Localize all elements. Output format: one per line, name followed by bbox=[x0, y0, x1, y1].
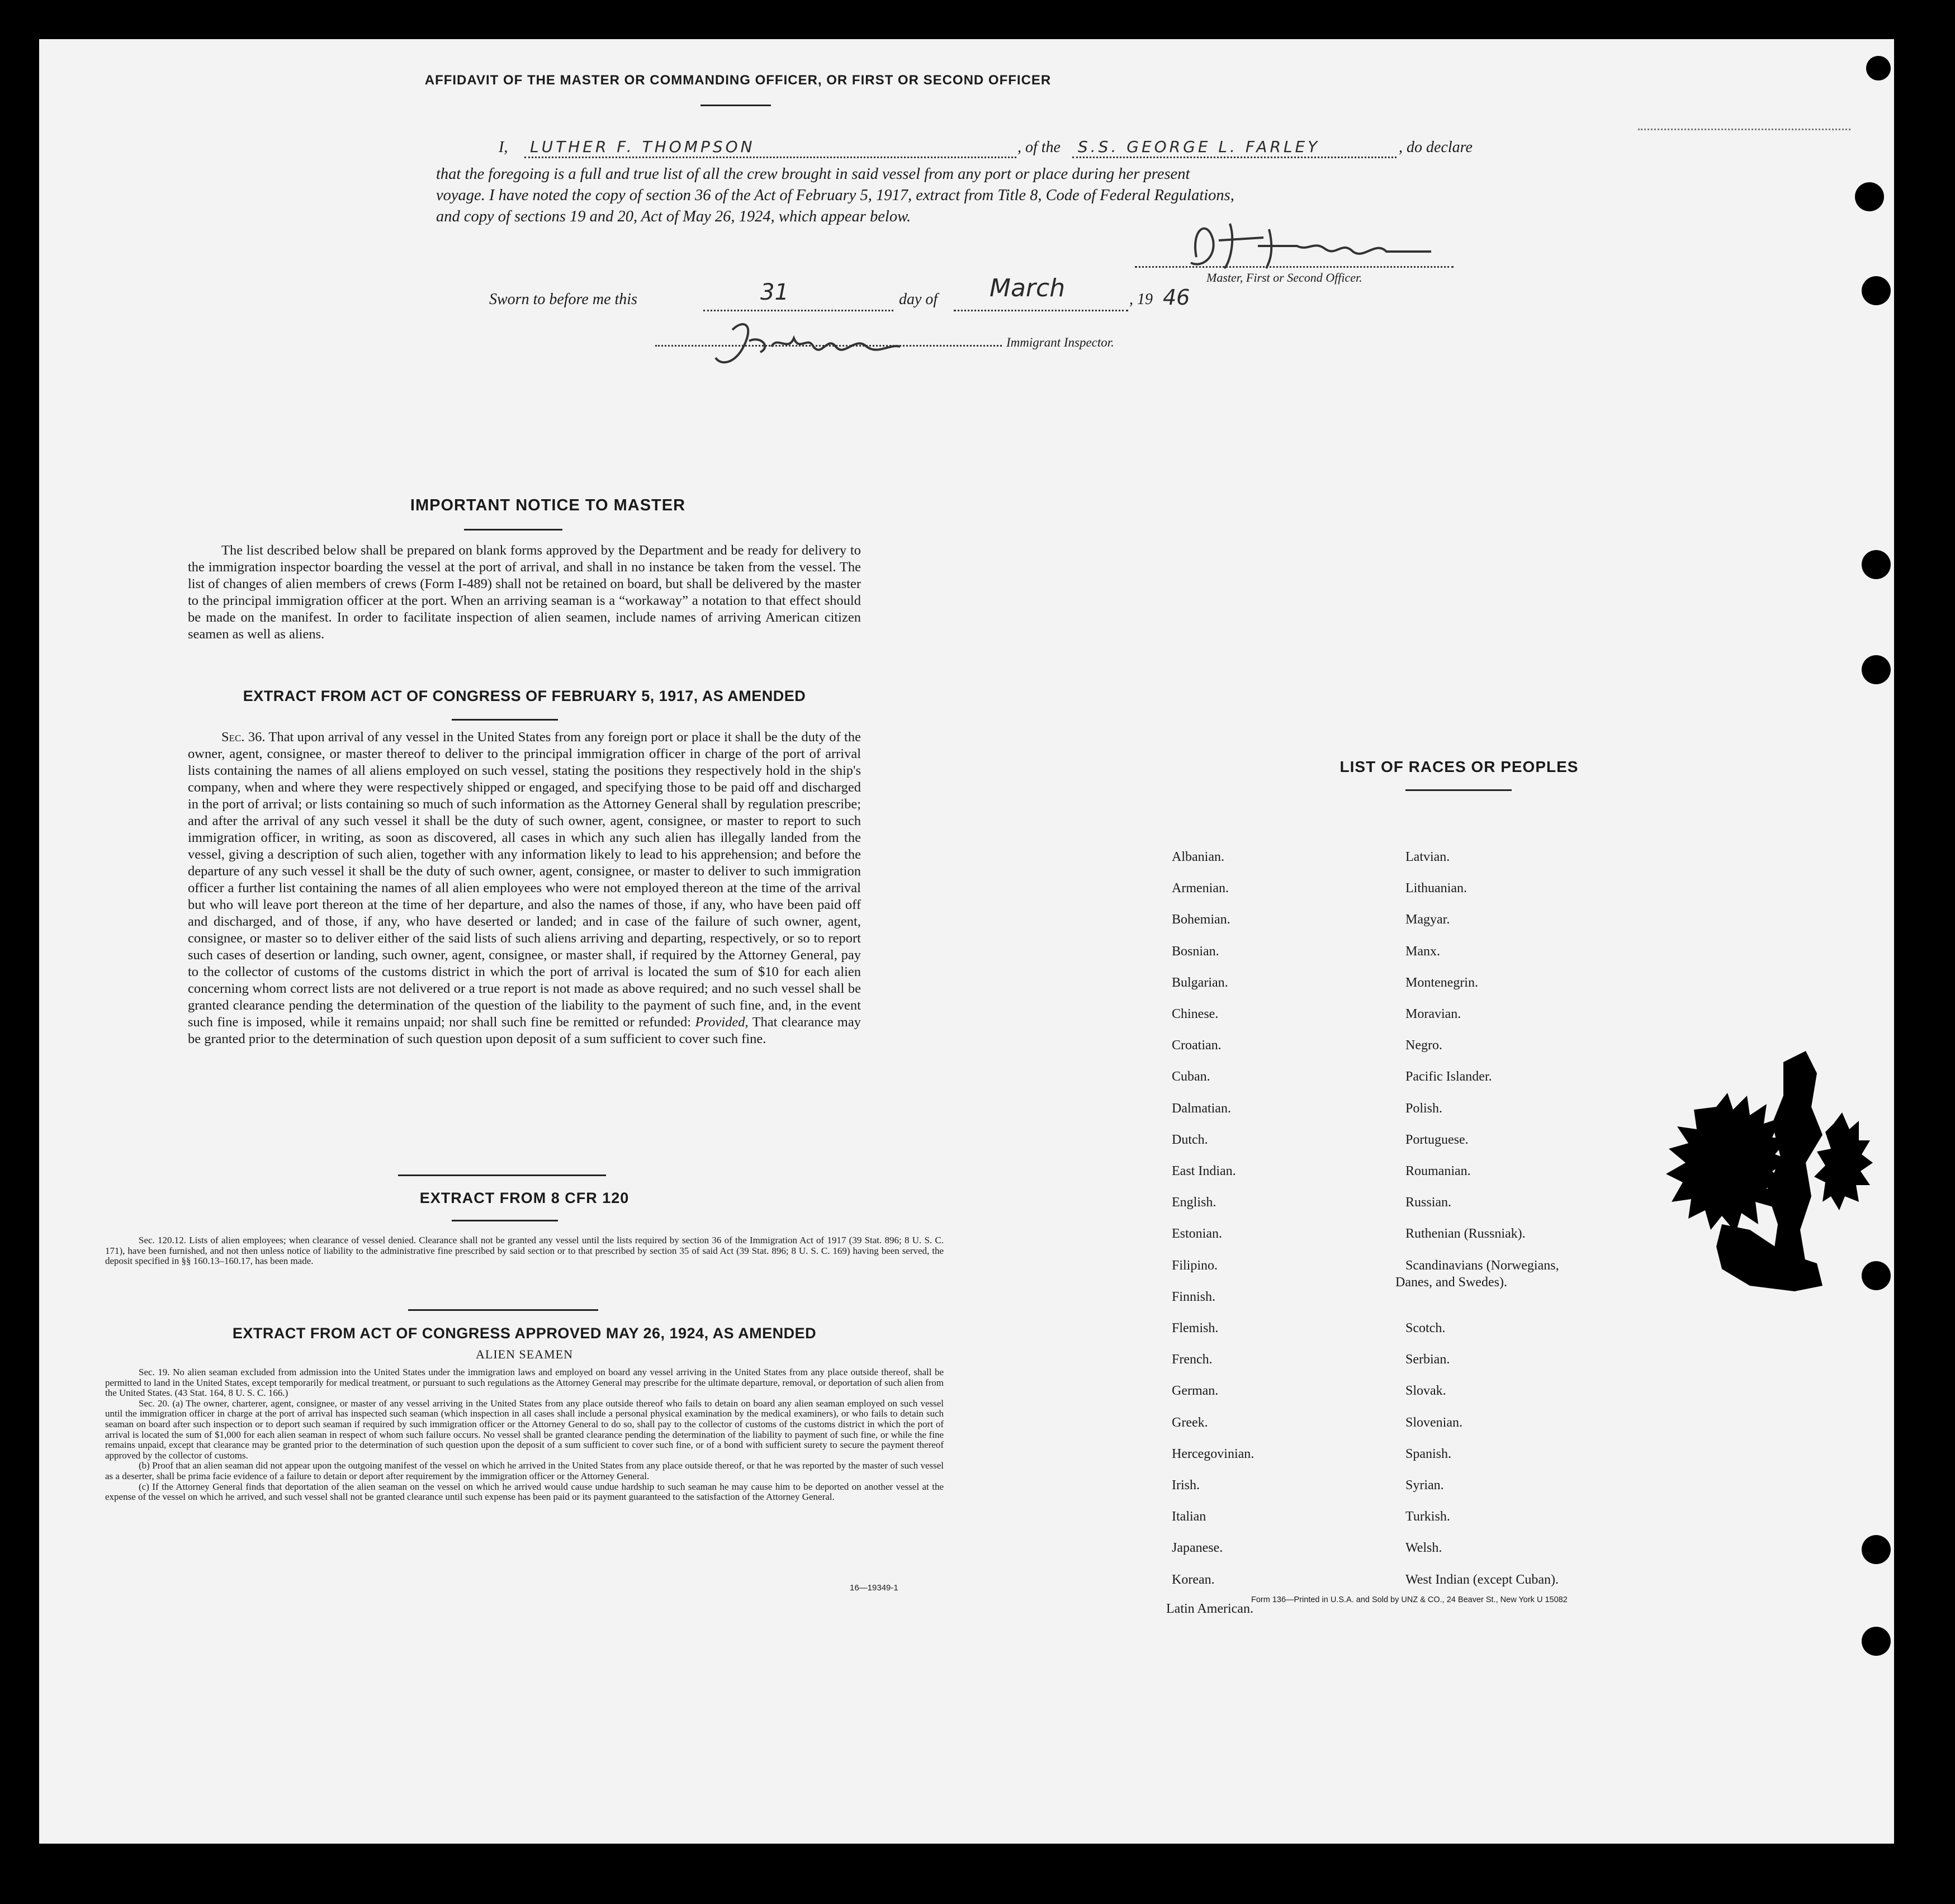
sworn-day: 31 bbox=[760, 280, 789, 305]
master-caption: Master, First or Second Officer. bbox=[1206, 271, 1362, 285]
race-item: Serbian. bbox=[1405, 1352, 1450, 1367]
race-item: Roumanian. bbox=[1405, 1164, 1471, 1178]
vessel-name: S.S. GEORGE L. FARLEY bbox=[1078, 138, 1320, 156]
master-name: LUTHER F. THOMPSON bbox=[530, 138, 755, 156]
sworn-month: March bbox=[990, 274, 1066, 302]
ink-blot bbox=[1638, 1040, 1884, 1342]
race-item: French. bbox=[1172, 1352, 1213, 1367]
race-item: Greek. bbox=[1172, 1415, 1208, 1430]
race-item: Flemish. bbox=[1172, 1321, 1219, 1335]
affidavit-title: AFFIDAVIT OF THE MASTER OR COMMANDING OFFICER, OR FIRST OR SECOND OFFICER bbox=[424, 73, 1052, 88]
race-item: Korean. bbox=[1172, 1572, 1215, 1587]
race-item: Magyar. bbox=[1405, 912, 1450, 927]
declaration-line-3: and copy of sections 19 and 20, Act of May 26, 1924, which appear below. bbox=[436, 208, 911, 225]
race-item: Cuban. bbox=[1172, 1069, 1210, 1084]
race-item: Polish. bbox=[1405, 1101, 1443, 1116]
extract-1917-divider bbox=[452, 719, 558, 721]
cfr-body: Sec. 120.12. Lists of alien employees; when clearance of vessel denied. Clearance shall not be granted any vessel until the lists required by section 36 of the Immigration Act of 1917 (39 Stat. 896; 8 U. S. C. 171), have been furnished, and not then unless notice of liability to the administrative fine prescribed by said section or to that prescribed by section 35 of said Act (39 Stat. 896; 8 U. S. C. 169) having been served, the deposit specified in §§ 160.13–160.17, has been made. bbox=[105, 1235, 944, 1267]
section-36-label: Sec. 36. bbox=[221, 730, 266, 745]
race-item: Lithuanian. bbox=[1405, 881, 1467, 896]
race-item: Slovenian. bbox=[1405, 1415, 1462, 1430]
day-of-label: day of bbox=[899, 291, 938, 308]
i-label: I, bbox=[499, 139, 508, 156]
section-36-body: That upon arrival of any vessel in the United States from any foreign port or place it shall be the duty of the owner, agent, consignee, or master thereof to deliver to the principal immigration officer in charge of the port of arrival lists containing the names of all aliens employed on such vessel, stating the positions they respectively hold in the ship's company, when and where they were respectively shipped or engaged, and specifying those to be paid off and discharged in the port of arrival; or lists containing so much of such information as the Attorney General shall by regulation prescribe; and after the arrival of any such vessel it shall be the duty of such owner, agent, consignee, or master to report to such immigration officer, in writing, as soon as discovered, all cases in which any such alien has illegally landed from the vessel, giving a description of such alien, together with any information likely to lead to his apprehension; and before the departure of any such vessel it shall be the duty of such owner, agent, consignee, or master to deliver to such immigration officer a further list containing the names of all alien employees who were not employed thereon at the time of the arrival but who will leave port thereon at the time of her departure, and also the names of those, if any, who have been paid off and discharged, and of those, if any, who have deserted or landed; and in case of the failure of such owner, agent, consignee, or master so to deliver either of the said lists of such aliens arriving and departing, respectively, or so to report such cases of desertion or landing, such owner, agent, consignee, or master shall, if required by the Attorney General, pay to the collector of customs of the customs district in which the port of arrival is located the sum of $10 for each alien concerning whom correct lists are not delivered or a true report is not made as above required; and no such vessel shall be granted clearance pending the determination of the question of the liability to the payment of such fine, and, in the event such fine is imposed, while it remains unpaid; nor shall such fine be remitted or refunded: bbox=[188, 730, 861, 1030]
race-item: Albanian. bbox=[1172, 850, 1224, 864]
race-item: Estonian. bbox=[1172, 1226, 1222, 1242]
extract-1917-heading: EXTRACT FROM ACT OF CONGRESS OF FEBRUARY 5, 1917, AS AMENDED bbox=[243, 688, 806, 704]
declaration-line-1: that the foregoing is a full and true list of all the crew brought in said vessel from any port or place during her present bbox=[436, 165, 1190, 183]
vessel-name-line bbox=[1072, 157, 1397, 158]
race-item: Latvian. bbox=[1405, 850, 1450, 864]
binder-hole bbox=[1862, 1535, 1891, 1564]
race-item: German. bbox=[1172, 1384, 1219, 1399]
races-heading: LIST OF RACES OR PEOPLES bbox=[1339, 758, 1579, 775]
race-item: Scotch. bbox=[1405, 1321, 1446, 1335]
race-item: Finnish. bbox=[1172, 1289, 1216, 1304]
sworn-label: Sworn to before me this bbox=[489, 291, 637, 308]
cfr-divider-bottom bbox=[452, 1220, 558, 1221]
race-item: Hercegovinian. bbox=[1172, 1446, 1255, 1461]
race-item: East Indian. bbox=[1172, 1164, 1236, 1178]
race-item: Irish. bbox=[1172, 1478, 1200, 1493]
section-20b: (b) Proof that an alien seaman did not appear upon the outgoing manifest of the vessel on which he arrived in the United States from any place outside thereof, or that he was reported by the master of such vessel as a deserter, shall be prima facie evidence of a failure to detain or deport after requirement by the immigration officer or the Attorney General. bbox=[105, 1460, 944, 1481]
section-20a: Sec. 20. (a) The owner, charterer, agent, consignee, or master of any vessel arriving in the United States from any place outside thereof who fails to detain on board any alien seaman employed on such vessel until the immigration officer in charge at the port of arrival has inspected such seaman (which inspection in all cases shall include a personal physical examination by the medical examiners), or who fails to detain such seaman on board after such inspection or to deport such seaman if required by such immigration officer or the Attorney General to do so, shall pay to the collector of customs of the customs district in which the port of arrival is located the sum of $1,000 for each alien seaman in respect of whom such failure occurs. No vessel shall be granted clearance pending the determination of the liability to payment of such fine, or while the fine remains unpaid, except that clearance may be granted prior to the determination of such question upon the deposit of a sum sufficient to cover such fine, or of a bond with sufficient surety to secure the payment thereof approved by the collector of customs. bbox=[105, 1398, 944, 1461]
section-36-text bbox=[188, 729, 861, 1048]
sworn-day-line bbox=[703, 310, 893, 311]
race-item: Bosnian. bbox=[1172, 944, 1219, 959]
race-item: Danes, and Swedes). bbox=[1395, 1275, 1507, 1290]
cfr-divider-top bbox=[398, 1174, 606, 1176]
sworn-month-line bbox=[954, 310, 1128, 311]
race-item: Armenian. bbox=[1172, 881, 1229, 896]
race-item: Ruthenian (Russniak). bbox=[1405, 1226, 1526, 1242]
form-code: 16—19349-1 bbox=[850, 1583, 898, 1593]
binder-hole bbox=[1862, 655, 1891, 684]
race-item: Italian bbox=[1172, 1509, 1206, 1524]
race-item: Welsh. bbox=[1405, 1541, 1442, 1556]
notice-heading: IMPORTANT NOTICE TO MASTER bbox=[410, 496, 686, 514]
inspector-caption: Immigrant Inspector. bbox=[1006, 335, 1114, 349]
race-item: Portuguese. bbox=[1405, 1132, 1469, 1147]
race-item: Manx. bbox=[1405, 944, 1440, 959]
printer-footer: Form 136—Printed in U.S.A. and Sold by UNZ & CO., 24 Beaver St., New York U 15082 bbox=[1251, 1595, 1568, 1604]
declaration-line-2: voyage. I have noted the copy of section 36 of the Act of February 5, 1917, extract from Title 8, Code of Federal Regulations, bbox=[436, 187, 1234, 204]
master-name-line bbox=[524, 157, 1016, 158]
inspector-signature bbox=[710, 313, 922, 375]
race-item: Montenegrin. bbox=[1405, 975, 1478, 990]
year-suffix: 46 bbox=[1163, 285, 1190, 310]
provided-term: Provided, bbox=[695, 1015, 749, 1030]
race-item: English. bbox=[1172, 1195, 1216, 1210]
race-item: West Indian (except Cuban). bbox=[1405, 1572, 1559, 1587]
section-19: Sec. 19. No alien seaman excluded from admission into the United States under the immigration laws and employed on board any vessel arriving in the United States from any place outside thereof, shall be permitted to land in the United States, except temporarily for medical treatment, or pursuant to such regulations as the Attorney General may prescribe for the ultimate departure, removal, or deportation of such alien from the United States. (43 Stat. 164, 8 U. S. C. 166.) bbox=[105, 1367, 944, 1399]
of-the-label: , of the bbox=[1017, 139, 1061, 156]
title-divider bbox=[700, 105, 771, 106]
extract-1924-body bbox=[105, 1367, 944, 1503]
extract-1924-divider bbox=[408, 1309, 598, 1311]
race-item: Slovak. bbox=[1405, 1384, 1446, 1399]
binder-hole bbox=[1862, 1627, 1891, 1656]
race-item: Negro. bbox=[1405, 1038, 1442, 1053]
do-declare-label: , do declare bbox=[1399, 139, 1473, 156]
race-item: Dutch. bbox=[1172, 1132, 1208, 1147]
race-item: Dalmatian. bbox=[1172, 1101, 1231, 1116]
race-item: Bulgarian. bbox=[1172, 975, 1228, 990]
races-divider bbox=[1405, 789, 1512, 791]
race-item: Spanish. bbox=[1405, 1446, 1452, 1461]
specks bbox=[1638, 129, 1850, 131]
year-prefix: , 19 bbox=[1129, 291, 1153, 308]
form-page bbox=[39, 39, 1894, 1844]
race-item: Turkish. bbox=[1405, 1509, 1450, 1524]
race-item: Russian. bbox=[1405, 1195, 1452, 1210]
binder-hole bbox=[1862, 550, 1891, 579]
binder-hole bbox=[1862, 1261, 1891, 1290]
extract-1924-heading: EXTRACT FROM ACT OF CONGRESS APPROVED MAY 26, 1924, AS AMENDED bbox=[232, 1325, 817, 1342]
race-item: Bohemian. bbox=[1172, 912, 1230, 927]
binder-hole bbox=[1866, 56, 1891, 80]
notice-divider bbox=[464, 529, 562, 531]
section-36-proviso: That clearance may be granted prior to the determination of such question upon deposit of a sum sufficient to cover such fine. bbox=[188, 1015, 861, 1046]
race-item: Latin American. bbox=[1166, 1601, 1253, 1616]
binder-hole bbox=[1862, 276, 1891, 305]
section-20c: (c) If the Attorney General finds that deportation of the alien seaman on the vessel on which he arrived would cause undue hardship to such seaman he may cause him to be deported on another vessel at the expense of the vessel on which he arrived, and such vessel shall not be granted clearance until such expense has been paid or its payment guaranteed to the satisfaction of the Attorney General. bbox=[105, 1481, 944, 1503]
race-item: Chinese. bbox=[1172, 1007, 1219, 1021]
race-item: Filipino. bbox=[1172, 1258, 1218, 1273]
race-item: Syrian. bbox=[1405, 1478, 1444, 1493]
race-item: Croatian. bbox=[1172, 1038, 1222, 1053]
notice-body: The list described below shall be prepared on blank forms approved by the Department and be ready for delivery to the immigration inspector boarding the vessel at the port of arrival, and shall in no instance be taken from the vessel. The list of changes of alien members of crews (Form I-489) shall not be retained on board, but shall be delivered by the master to the principal immigration officer at the port. When an arriving seaman is a “workaway” a notation to that effect should be made on the manifest. In order to facilitate inspection of alien seamen, include names of arriving American citizen seamen as well as aliens. bbox=[188, 543, 861, 642]
cfr-heading: EXTRACT FROM 8 CFR 120 bbox=[419, 1190, 629, 1206]
race-item: Pacific Islander. bbox=[1405, 1069, 1492, 1084]
race-item: Scandinavians (Norwegians, bbox=[1405, 1258, 1559, 1273]
race-item: Moravian. bbox=[1405, 1007, 1461, 1021]
race-item: Japanese. bbox=[1172, 1541, 1223, 1556]
alien-seamen-subheading: ALIEN SEAMEN bbox=[476, 1347, 573, 1361]
binder-hole bbox=[1855, 182, 1884, 211]
